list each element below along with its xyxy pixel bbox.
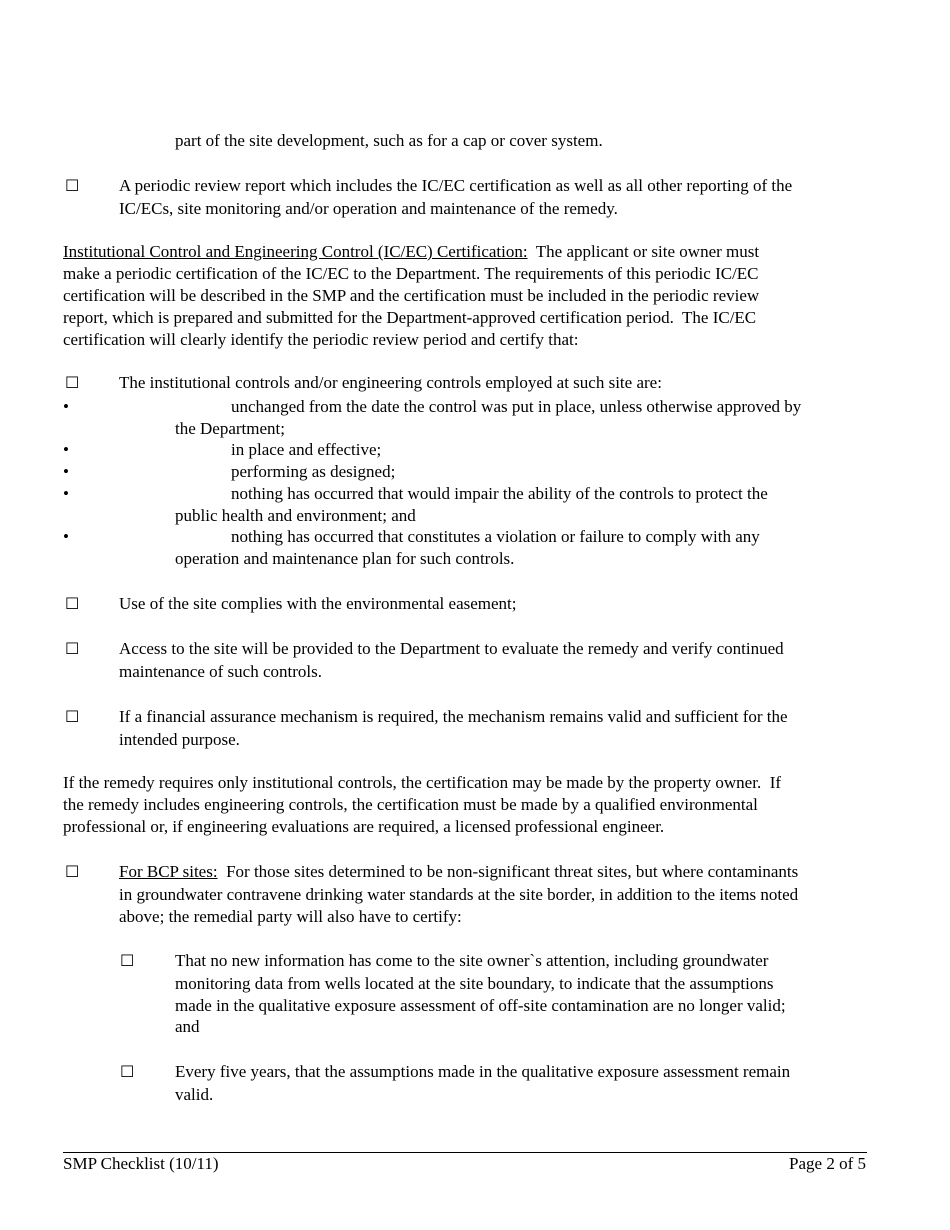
- bullet-marker: •: [63, 462, 69, 481]
- periodic-review-checkbox[interactable]: ☐: [65, 176, 80, 195]
- financial-text-line2: intended purpose.: [119, 730, 240, 749]
- footer-page-number: Page 2 of 5: [789, 1154, 866, 1173]
- remedy-paragraph-line3: professional or, if engineering evaluations are required, a licensed professional engineer.: [63, 817, 665, 836]
- new-information-line4: and: [175, 1017, 200, 1036]
- five-years-checkbox[interactable]: ☐: [120, 1062, 135, 1081]
- controls-checkbox[interactable]: ☐: [65, 373, 80, 392]
- bullet-marker: •: [63, 484, 69, 503]
- use-text: Use of the site complies with the environmental easement;: [119, 594, 517, 613]
- bullet-unchanged-line1: unchanged from the date the control was put in place, unless otherwise approved by: [231, 397, 802, 416]
- certification-paragraph-line2: make a periodic certification of the IC/EC to the Department. The requirements of this periodic IC/EC: [63, 264, 759, 283]
- bcp-text-line3: above; the remedial party will also have to certify:: [119, 907, 462, 926]
- footer-rule: [63, 1152, 867, 1153]
- bullet-violation-line1: nothing has occurred that constitutes a violation or failure to comply with any: [231, 527, 760, 546]
- new-information-line2: monitoring data from wells located at the site boundary, to indicate that the assumptions: [175, 974, 774, 993]
- five-years-line1: Every five years, that the assumptions made in the qualitative exposure assessment remain: [175, 1062, 791, 1081]
- bcp-checkbox[interactable]: ☐: [65, 862, 80, 881]
- certification-paragraph-line3: certification will be described in the SMP and the certification must be included in the periodic review: [63, 286, 760, 305]
- bullet-marker: •: [63, 397, 69, 416]
- access-checkbox[interactable]: ☐: [65, 639, 80, 658]
- bullet-marker: •: [63, 440, 69, 459]
- bullet-in-place-line1: in place and effective;: [231, 440, 382, 459]
- intro-continuation-text: part of the site development, such as for a cap or cover system.: [175, 131, 603, 150]
- bcp-text-line1: [119, 862, 798, 882]
- bullet-unchanged-line2: the Department;: [175, 419, 285, 438]
- financial-checkbox[interactable]: ☐: [65, 707, 80, 726]
- bcp-heading: For BCP sites:: [119, 862, 218, 881]
- bullet-marker: •: [63, 527, 69, 546]
- bullet-impair-line2: public health and environment; and: [175, 506, 416, 525]
- five-years-line2: valid.: [175, 1085, 214, 1104]
- use-checkbox[interactable]: ☐: [65, 594, 80, 613]
- periodic-review-text-line1: A periodic review report which includes the IC/EC certification as well as all other reporting of the: [119, 176, 793, 195]
- new-information-checkbox[interactable]: ☐: [120, 951, 135, 970]
- remedy-paragraph-line2: the remedy includes engineering controls, the certification must be made by a qualified environmental: [63, 795, 758, 814]
- financial-text-line1: If a financial assurance mechanism is required, the mechanism remains valid and sufficient for the: [119, 707, 788, 726]
- certification-paragraph-line5: certification will clearly identify the periodic review period and certify that:: [63, 330, 579, 349]
- controls-lead-text: The institutional controls and/or engineering controls employed at such site are:: [119, 373, 662, 392]
- certification-paragraph-line4: report, which is prepared and submitted for the Department-approved certification period. The IC/EC: [63, 308, 757, 327]
- bcp-text-line2: in groundwater contravene drinking water standards at the site border, in addition to the items noted: [119, 885, 799, 904]
- access-text-line1: Access to the site will be provided to the Department to evaluate the remedy and verify continued: [119, 639, 784, 658]
- bcp-line1-rest: For those sites determined to be non-significant threat sites, but where contaminants: [217, 862, 799, 881]
- periodic-review-text-line2: IC/ECs, site monitoring and/or operation and maintenance of the remedy.: [119, 199, 618, 218]
- bullet-performing-line1: performing as designed;: [231, 462, 396, 481]
- certification-paragraph-line1: [63, 242, 759, 262]
- bullet-impair-line1: nothing has occurred that would impair the ability of the controls to protect the: [231, 484, 768, 503]
- new-information-line1: That no new information has come to the site owner`s attention, including groundwater: [175, 951, 769, 970]
- certification-line1-rest: The applicant or site owner must: [527, 242, 760, 261]
- certification-heading: Institutional Control and Engineering Control (IC/EC) Certification:: [63, 242, 528, 261]
- remedy-paragraph-line1: If the remedy requires only institutional controls, the certification may be made by the property owner. If: [63, 773, 782, 792]
- bullet-violation-line2: operation and maintenance plan for such controls.: [175, 549, 515, 568]
- footer-checklist-label: SMP Checklist (10/11): [63, 1154, 219, 1173]
- access-text-line2: maintenance of such controls.: [119, 662, 322, 681]
- new-information-line3: made in the qualitative exposure assessment of off-site contamination are no longer valid;: [175, 996, 786, 1015]
